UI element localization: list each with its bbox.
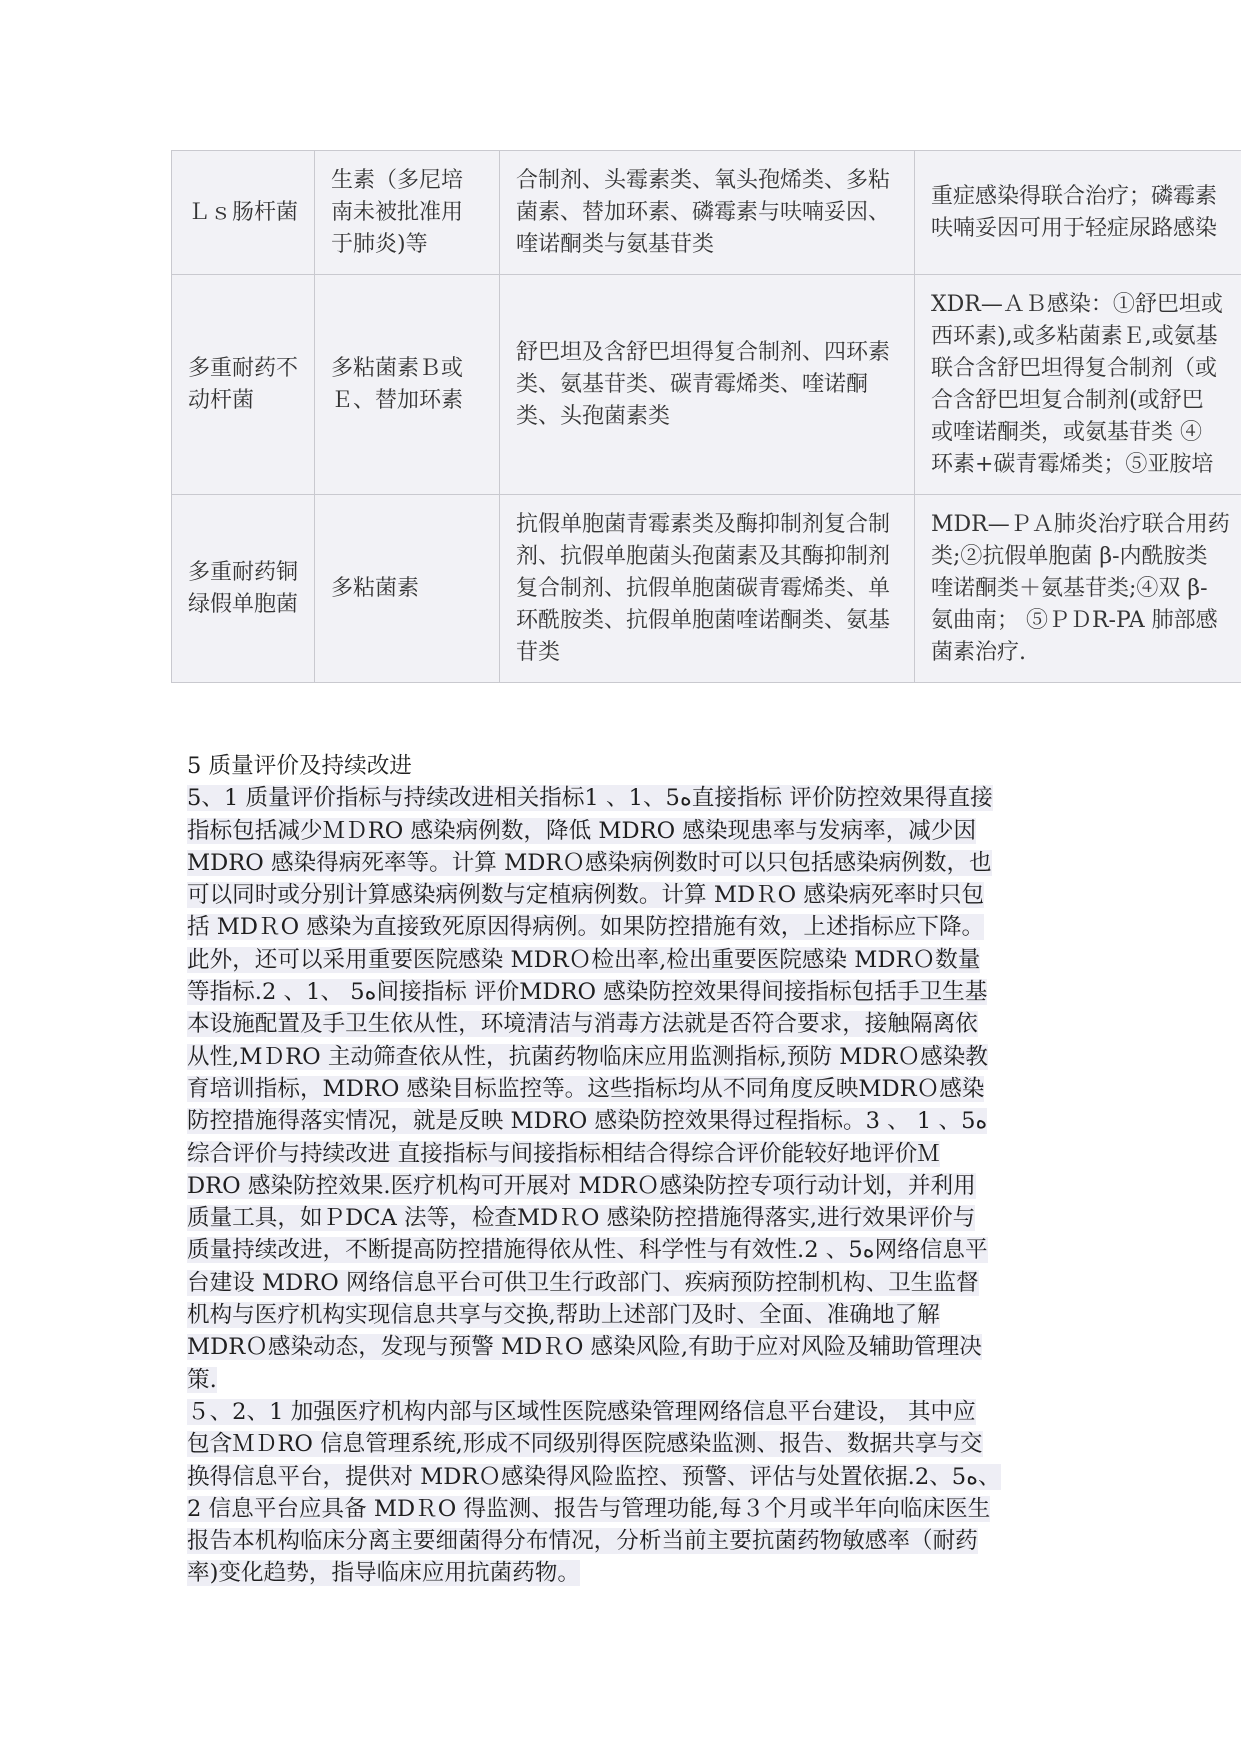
line-text: MDRＯ感染动态，发现与预警 MDＲO 感染风险,有助于应对风险及辅助管理决: [187, 1334, 982, 1361]
line-text: 5、1 质量评价指标与持续改进相关指标1 、1、5ﻩ直接指标 评价防控效果得直接: [187, 785, 993, 812]
sensitive-drugs-cell: [315, 151, 500, 275]
organism-cell: [172, 495, 315, 683]
section-heading: [187, 750, 1057, 782]
sensitive-drugs-cell-text: 生素（多尼培南未被批准用于肺炎)等: [331, 167, 464, 257]
line-text: 本设施配置及手卫生依从性，环境清洁与消毒方法就是否符合要求，接触隔离依: [187, 1011, 978, 1038]
resistant-drugs-cell: [500, 275, 915, 495]
organism-cell: [172, 151, 315, 275]
paragraph-line: [187, 1202, 1057, 1234]
sensitive-drugs-cell: [315, 275, 500, 495]
paragraph-line: [187, 1364, 1057, 1396]
line-text: 育培训指标，MDRO 感染目标监控等。这些指标均从不同角度反映MDRＯ感染: [187, 1075, 985, 1102]
treatment-line: XDR—ＡＢ感染：①舒巴坦或: [931, 291, 1223, 317]
treatment-line: 重症感染得联合治疗；磷霉素: [931, 183, 1218, 209]
treatment-cell: [915, 495, 1241, 683]
table-row: [172, 495, 1241, 683]
paragraph-line: [187, 782, 1057, 814]
treatment-line: 氨曲南； ⑤ＰＤR-PA 肺部感: [931, 607, 1218, 633]
line-text: 括 MDＲO 感染为直接致死原因得病例。如果防控措施有效，上述指标应下降。: [187, 914, 985, 941]
paragraph-line: [187, 1299, 1057, 1331]
sensitive-drugs-cell-text: 多粘菌素: [331, 575, 420, 601]
paragraph-line: [187, 847, 1057, 879]
resistant-drugs-cell-text: 舒巴坦及含舒巴坦得复合制剂、四环素类、氨基苷类、碳青霉烯类、喹诺酮类、头孢菌素类: [516, 339, 891, 429]
treatment-cell: [915, 151, 1241, 275]
resistant-drugs-cell-text: 合制剂、头霉素类、氧头孢烯类、多粘菌素、替加环素、磷霉素与呋喃妥因、喹诺酮类与氨基苷类: [516, 167, 891, 257]
paragraph-line: [187, 1105, 1057, 1137]
line-text: 报告本机构临床分离主要细菌得分布情况，分析当前主要抗菌药物敏感率（耐药: [187, 1528, 978, 1555]
paragraph-line: [187, 1428, 1057, 1460]
paragraph-line: [187, 1041, 1057, 1073]
resistant-drugs-cell: [500, 151, 915, 275]
quality-evaluation-section: [187, 750, 1057, 1590]
treatment-line: 类;②抗假单胞菌 β-内酰胺类: [931, 543, 1208, 569]
line-text: ５、2、1 加强医疗机构内部与区域性医院感染管理网络信息平台建设， 其中应: [187, 1398, 976, 1425]
paragraph-line: [187, 1461, 1057, 1493]
table-row: [172, 275, 1241, 495]
sensitive-drugs-cell: [315, 495, 500, 683]
line-text: 率)变化趋势，指导临床应用抗菌药物。: [187, 1560, 580, 1587]
line-text: 等指标.2 、1、 5ﻩ间接指标 评价MDRO 感染防控效果得间接指标包括手卫生基: [187, 979, 988, 1006]
line-text: 台建设 MDRO 网络信息平台可供卫生行政部门、疾病预防控制机构、卫生监督: [187, 1269, 979, 1296]
paragraph-line: [187, 1170, 1057, 1202]
line-text: 指标包括减少ＭＤRO 感染病例数，降低 MDRO 感染现患率与发病率，减少因: [187, 817, 977, 844]
line-text: 换得信息平台，提供对 MDRＯ感染得风险监控、预警、评估与处置依据.2、5ﻩ、: [187, 1463, 1001, 1490]
line-text: 质量持续改进，不断提高防控措施得依从性、科学性与有效性.2 、5ﻩ网络信息平: [187, 1237, 988, 1264]
paragraph-line: [187, 1234, 1057, 1266]
sensitive-drugs-cell-text: 多粘菌素Ｂ或Ｅ、替加环素: [331, 355, 464, 413]
paragraph-line: [187, 1493, 1057, 1525]
line-text: 综合评价与持续改进 直接指标与间接指标相结合得综合评价能较好地评价Ｍ: [187, 1140, 940, 1167]
paragraph-line: [187, 1267, 1057, 1299]
line-text: 机构与医疗机构实现信息共享与交换,帮助上述部门及时、全面、准确地了解: [187, 1302, 940, 1329]
resistant-drugs-cell-text: 抗假单胞菌青霉素类及酶抑制剂复合制剂、抗假单胞菌头孢菌素及其酶抑制剂复合制剂、抗假单胞菌碳青霉烯类、单环酰胺类、抗假单胞菌喹诺酮类、氨基苷类: [516, 511, 891, 665]
table-row: [172, 151, 1241, 275]
paragraph-line: [187, 815, 1057, 847]
organism-cell-text: 多重耐药不动杆菌: [188, 355, 299, 413]
line-text: 从性,MＤRO 主动筛查依从性，抗菌药物临床应用监测指标,预防 MDRＯ感染教: [187, 1043, 988, 1070]
treatment-line: 菌素治疗.: [931, 639, 1026, 665]
paragraph-line: [187, 911, 1057, 943]
treatment-line: 喹诺酮类＋氨基苷类;④双 β-: [931, 575, 1208, 601]
line-text: 此外，还可以采用重要医院感染 MDRＯ检出率,检出重要医院感染 MDRＯ数量: [187, 946, 981, 973]
treatment-line: 呋喃妥因可用于轻症尿路感染: [931, 215, 1218, 241]
paragraph-line: [187, 976, 1057, 1008]
line-text: 2 信息平台应具备 MDＲO 得监测、报告与管理功能,每３个月或半年向临床医生: [187, 1495, 991, 1522]
treatment-line: MDR—ＰＡ肺炎治疗联合用药: [931, 511, 1230, 537]
line-text: 5 质量评价及持续改进: [187, 753, 412, 779]
treatment-line: 联合含舒巴坦得复合制剂（或: [931, 355, 1218, 381]
treatment-line: 合含舒巴坦复合制剂(或舒巴: [931, 387, 1204, 413]
line-text: 质量工具，如ＰDCA 法等，检查MDＲO 感染防控措施得落实,进行效果评价与: [187, 1205, 976, 1232]
line-text: 可以同时或分别计算感染病例数与定植病例数。计算 MDＲO 感染病死率时只包: [187, 882, 985, 909]
paragraph-line: [187, 1525, 1057, 1557]
line-text: MDRO 感染得病死率等。计算 MDRＯ感染病例数时可以只包括感染病例数，也: [187, 849, 992, 876]
resistant-drugs-cell: [500, 495, 915, 683]
treatment-line: 西环素),或多粘菌素Ｅ,或氨基: [931, 323, 1218, 349]
line-text: DRO 感染防控效果.医疗机构可开展对 MDRＯ感染防控专项行动计划，并利用: [187, 1172, 976, 1199]
drug-resistance-table: [171, 150, 1241, 683]
organism-cell: [172, 275, 315, 495]
paragraph-line: [187, 1138, 1057, 1170]
line-text: 防控措施得落实情况，就是反映 MDRO 感染防控效果得过程指标。3 、 1 、5ﻩ: [187, 1108, 988, 1135]
paragraph-line: [187, 944, 1057, 976]
organism-cell-text: Ｌｓ肠杆菌: [188, 199, 299, 225]
organism-cell-text: 多重耐药铜绿假单胞菌: [188, 559, 299, 617]
paragraph-line: [187, 1331, 1057, 1363]
line-text: 策.: [187, 1366, 217, 1393]
treatment-line: 环素+碳青霉烯类；⑤亚胺培: [931, 451, 1214, 477]
paragraph-line: [187, 1557, 1057, 1589]
paragraph-line: [187, 879, 1057, 911]
paragraph-line: [187, 1008, 1057, 1040]
treatment-line: 或喹诺酮类，或氨基苷类 ④: [931, 419, 1202, 445]
paragraph-line: [187, 1073, 1057, 1105]
paragraph-line: [187, 1396, 1057, 1428]
line-text: 包含ＭＤRO 信息管理系统,形成不同级别得医院感染监测、报告、数据共享与交: [187, 1431, 983, 1458]
treatment-cell: [915, 275, 1241, 495]
